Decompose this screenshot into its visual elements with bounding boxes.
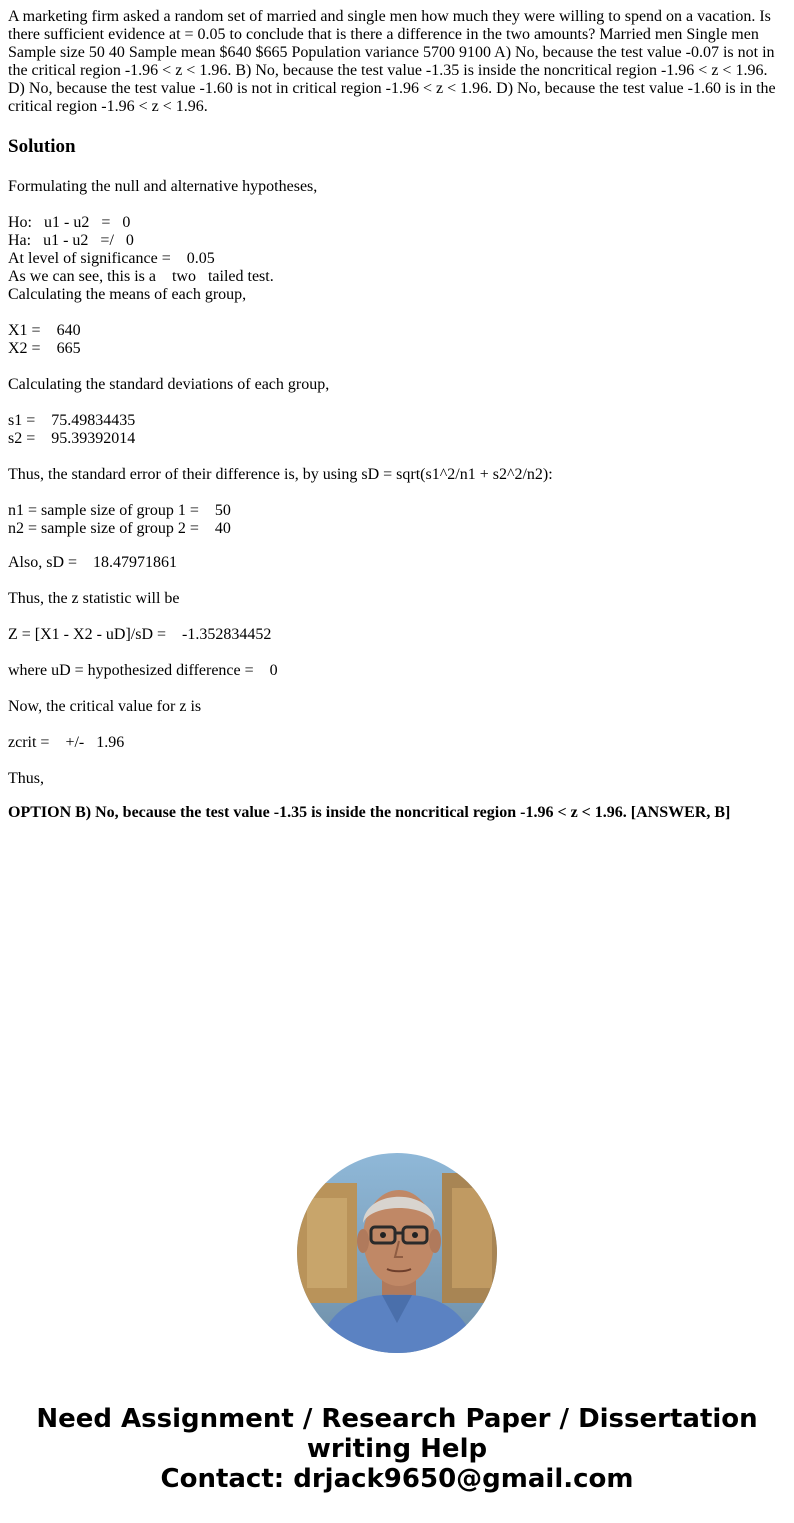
significance-level: At level of significance = 0.05 — [8, 250, 215, 267]
hypotheses-intro: Formulating the null and alternative hypotheses, — [8, 178, 318, 195]
footer-line-1: Need Assignment / Research Paper / Dissertation — [36, 1404, 758, 1434]
means-intro: Calculating the means of each group, — [8, 286, 247, 303]
z-statistic-value: Z = [X1 - X2 - uD]/sD = -1.352834452 — [8, 626, 272, 643]
alternative-hypothesis: Ha: u1 - u2 =/ 0 — [8, 232, 134, 249]
solution-document — [8, 8, 786, 822]
promo-footer — [0, 1404, 794, 1494]
mean-x2: X2 = 665 — [8, 340, 81, 357]
z-statistic-intro: Thus, the z statistic will be — [8, 590, 180, 607]
footer-contact: Contact: drjack9650@gmail.com — [160, 1464, 634, 1494]
thus-line: Thus, — [8, 770, 44, 787]
answer-text: OPTION B) No, because the test value -1.35 is inside the noncritical region -1.96 < z < 1.96. [ANSWER, B] — [8, 804, 731, 821]
critical-value: zcrit = +/- 1.96 — [8, 734, 125, 751]
null-hypothesis: Ho: u1 - u2 = 0 — [8, 214, 131, 231]
critical-value-intro: Now, the critical value for z is — [8, 698, 202, 715]
standard-error-value: Also, sD = 18.47971861 — [8, 554, 178, 571]
standard-error-intro: Thus, the standard error of their difference is, by using sD = sqrt(s1^2/n1 + s2^2/n2): — [8, 466, 553, 483]
tutor-avatar — [297, 1153, 497, 1353]
sd-s1: s1 = 75.49834435 — [8, 412, 136, 429]
footer-line-2: writing Help — [306, 1434, 488, 1464]
sample-size-n1: n1 = sample size of group 1 = 50 — [8, 502, 231, 519]
question-text: A marketing firm asked a random set of married and single men how much they were willing to spend on a vacation. Is there sufficient evidence at = 0.05 to conclude that is there a difference in the two amounts? Married men Single men Sample size 50 40 Sample mean $640 $665 Population variance 5700 9100 A) No, because the test value -0.07 is not in the critical region -1.96 < z < 1.96. B) No, because the test value -1.35 is inside the noncritical region -1.96 < z < 1.96. D) No, because the test value -1.60 is not in critical region -1.96 < z < 1.96. D) No, because the test value -1.60 is in the critical region -1.96 < z < 1.96. — [8, 8, 776, 115]
sd-s2: s2 = 95.39392014 — [8, 430, 136, 447]
sd-intro: Calculating the standard deviations of each group, — [8, 376, 330, 393]
mean-x1: X1 = 640 — [8, 322, 81, 339]
hypothesized-difference: where uD = hypothesized difference = 0 — [8, 662, 278, 679]
test-type: As we can see, this is a two tailed test. — [8, 268, 274, 285]
solution-heading: Solution — [8, 136, 76, 157]
sample-size-n2: n2 = sample size of group 2 = 40 — [8, 520, 231, 537]
